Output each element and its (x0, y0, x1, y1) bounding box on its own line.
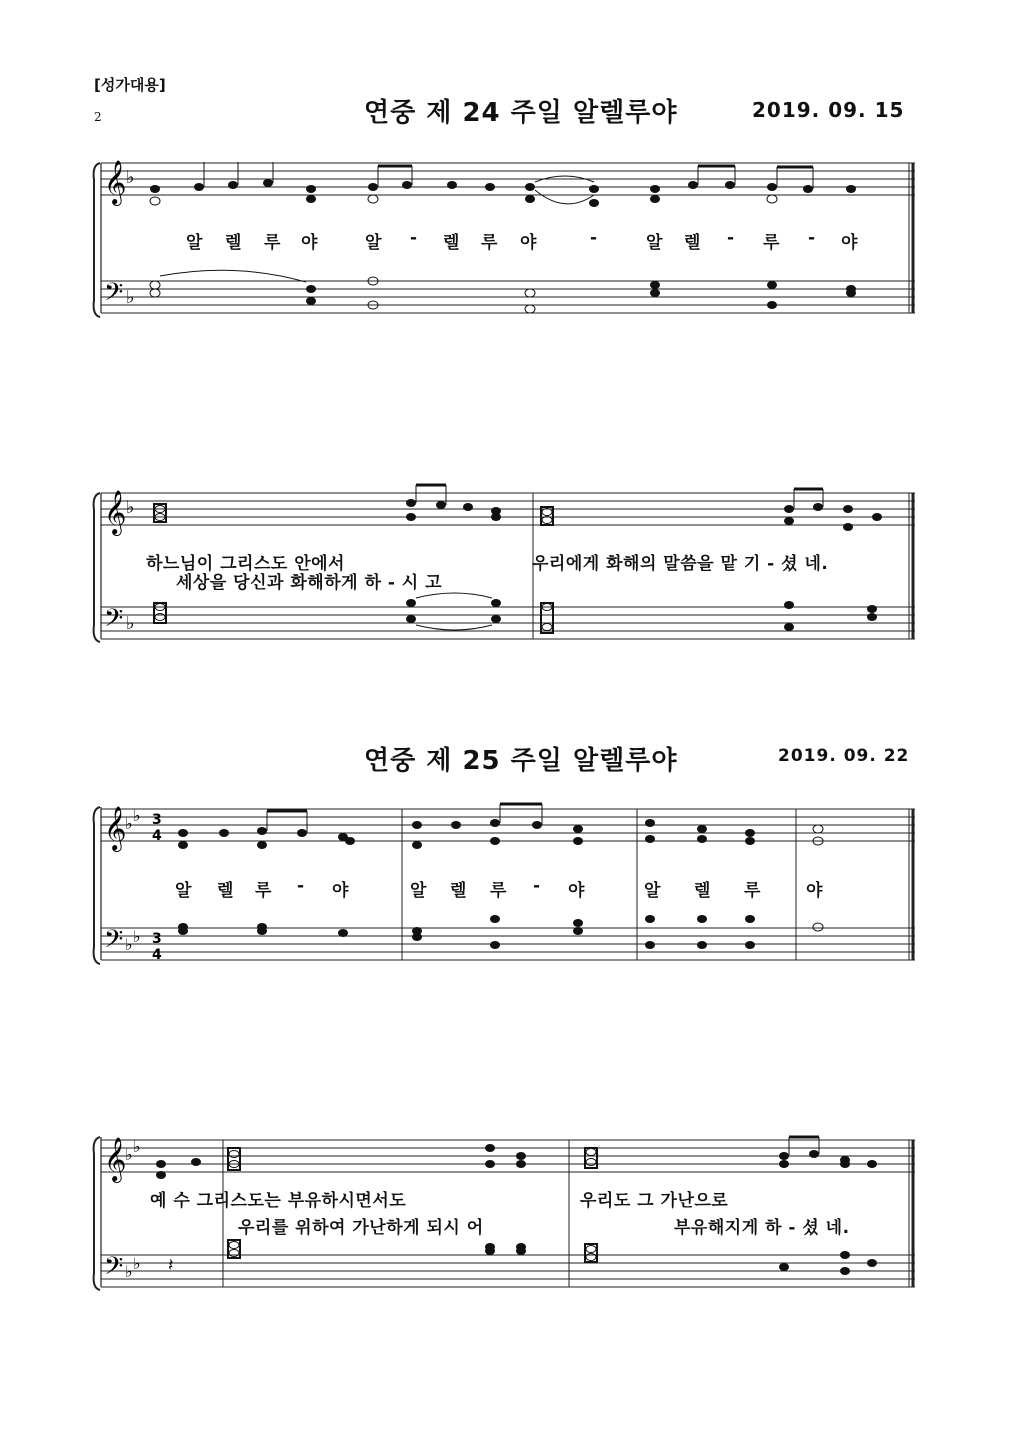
svg-text:♭: ♭ (133, 1254, 141, 1273)
bass-clef-icon: 𝄢 (104, 604, 124, 639)
treble-notes (150, 162, 856, 207)
bass-staff (101, 281, 915, 313)
lyric-line: 우리도 그 가난으로 (580, 1191, 729, 1211)
svg-text:♭: ♭ (126, 613, 135, 634)
rest-icon: 𝄽 (168, 1255, 174, 1276)
piece-1-title: 연중 제 24 주일 알렐루야 (364, 98, 678, 128)
bass-clef-icon: 𝄢 (104, 1252, 124, 1287)
bass-notes (150, 270, 856, 313)
lyric-syllable: 루 (264, 233, 281, 253)
lyric-syllable: 야 (568, 881, 585, 901)
lyric-syllable: - (808, 228, 816, 248)
lyric-syllable: - (297, 876, 305, 896)
lyric-syllable: 렐 (217, 881, 234, 901)
lyric-syllable: 렐 (443, 233, 460, 253)
lyric-syllable: 알 (644, 881, 661, 901)
piece-2-system-1-lyrics (0, 876, 1024, 900)
lyric-line: 우리에게 화해의 말씀을 맡 기 - 셨 네. (532, 554, 829, 574)
svg-text:♭: ♭ (125, 935, 133, 954)
treble-clef-icon: 𝄞 (104, 490, 127, 534)
lyric-syllable: - (590, 228, 598, 248)
svg-text:♭: ♭ (126, 497, 135, 518)
svg-text:3: 3 (152, 931, 162, 947)
svg-text:♭: ♭ (133, 1137, 141, 1156)
svg-text:♭: ♭ (133, 806, 141, 825)
svg-text:♭: ♭ (125, 1145, 133, 1164)
flat-icon: ♭ (126, 287, 135, 308)
piece-2-title: 연중 제 25 주일 알렐루야 (364, 746, 678, 776)
lyric-syllable: 루 (255, 881, 272, 901)
lyric-line: 우리를 위하여 가난하게 되시 어 (238, 1218, 484, 1238)
lyric-syllable: 야 (520, 233, 537, 253)
lyric-syllable: 렐 (225, 233, 242, 253)
lyric-line: 예 수 그리스도는 부유하시면서도 (150, 1191, 407, 1211)
lyric-syllable: 렐 (694, 881, 711, 901)
lyric-syllable: 알 (410, 881, 427, 901)
svg-text:♭: ♭ (133, 927, 141, 946)
svg-text:♭: ♭ (125, 814, 133, 833)
lyric-syllable: 루 (763, 233, 780, 253)
svg-text:4: 4 (152, 828, 162, 844)
lyric-syllable: 야 (332, 881, 349, 901)
lyric-syllable: 렐 (684, 233, 701, 253)
piece-1-date: 2019. 09. 15 (752, 98, 905, 122)
piece-2-date: 2019. 09. 22 (778, 746, 910, 766)
lyric-syllable: 알 (646, 233, 663, 253)
choir-tag: [성가대용] (94, 76, 166, 94)
lyric-syllable: 루 (481, 233, 498, 253)
treble-clef-icon: 𝄞 (104, 1137, 127, 1181)
treble-clef-icon: 𝄞 (104, 160, 127, 204)
treble-clef-icon: 𝄞 (104, 806, 127, 850)
lyric-syllable: - (533, 876, 541, 896)
lyric-syllable: 야 (841, 233, 858, 253)
lyric-line: 하느님이 그리스도 안에서 (146, 554, 345, 574)
lyric-line: 세상을 당신과 화해하게 하 - 시 고 (176, 573, 443, 593)
lyric-syllable: - (727, 228, 735, 248)
bass-clef-icon: 𝄢 (104, 925, 124, 960)
lyric-syllable: 알 (186, 233, 203, 253)
page-number: 2 (94, 110, 102, 124)
lyric-line: 부유해지게 하 - 셨 네. (674, 1218, 850, 1238)
lyric-syllable: 루 (490, 881, 507, 901)
lyric-syllable: 알 (175, 881, 192, 901)
time-signature: 3 (152, 812, 162, 828)
lyric-syllable: 루 (744, 881, 761, 901)
lyric-syllable: 알 (365, 233, 382, 253)
svg-text:4: 4 (152, 947, 162, 963)
lyric-syllable: 야 (301, 233, 318, 253)
piece-1-system-1-lyrics (0, 228, 1024, 252)
flat-icon: ♭ (126, 167, 135, 188)
lyric-syllable: 야 (806, 881, 823, 901)
lyric-syllable: - (410, 228, 418, 248)
svg-text:♭: ♭ (125, 1262, 133, 1281)
bass-clef-icon: 𝄢 (104, 278, 124, 313)
lyric-syllable: 렐 (450, 881, 467, 901)
